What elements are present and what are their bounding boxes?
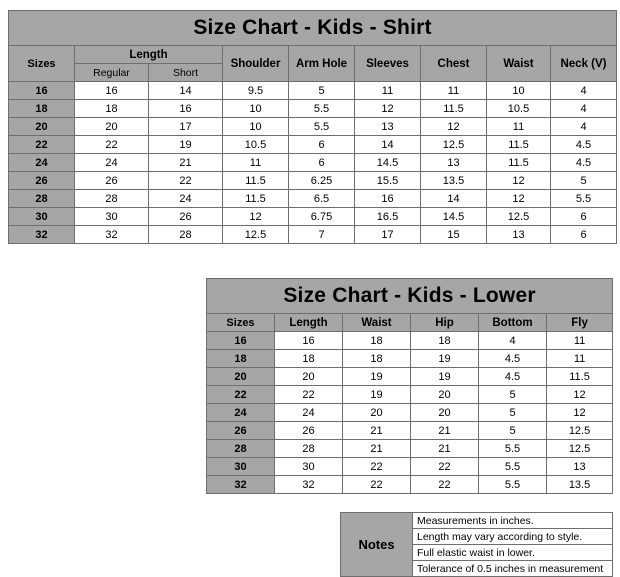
shirt-row-chest: 12.5 xyxy=(421,136,487,154)
shirt-chart-col-chest: Chest xyxy=(421,46,487,82)
table-row xyxy=(207,368,613,386)
shirt-row-waist: 11 xyxy=(487,118,551,136)
shirt-row-regular: 32 xyxy=(75,226,149,244)
shirt-row-short: 21 xyxy=(149,154,223,172)
lower-chart-col-fly: Fly xyxy=(547,314,613,332)
note-line: Tolerance of 0.5 inches in measurement xyxy=(413,561,613,577)
shirt-row-neck: 4.5 xyxy=(551,136,617,154)
lower-row-hip: 20 xyxy=(411,386,479,404)
shirt-row-waist: 11.5 xyxy=(487,136,551,154)
lower-row-bottom: 5.5 xyxy=(479,440,547,458)
shirt-row-regular: 24 xyxy=(75,154,149,172)
shirt-row-sleeves: 14 xyxy=(355,136,421,154)
shirt-row-sleeves: 13 xyxy=(355,118,421,136)
lower-row-waist: 19 xyxy=(343,386,411,404)
lower-row-hip: 21 xyxy=(411,440,479,458)
table-row xyxy=(9,226,617,244)
lower-row-bottom: 5 xyxy=(479,404,547,422)
lower-row-bottom: 5.5 xyxy=(479,476,547,494)
lower-row-waist: 22 xyxy=(343,476,411,494)
shirt-row-sleeves: 14.5 xyxy=(355,154,421,172)
table-row xyxy=(9,208,617,226)
shirt-chart-subcol-regular: Regular xyxy=(75,64,149,82)
lower-row-hip: 21 xyxy=(411,422,479,440)
table-row xyxy=(9,172,617,190)
shirt-chart-header-row-1 xyxy=(9,46,617,64)
shirt-row-chest: 11.5 xyxy=(421,100,487,118)
lower-row-bottom: 5 xyxy=(479,422,547,440)
shirt-row-arm-hole: 6.25 xyxy=(289,172,355,190)
shirt-row-short: 22 xyxy=(149,172,223,190)
table-row xyxy=(207,440,613,458)
lower-row-fly: 11 xyxy=(547,332,613,350)
shirt-row-shoulder: 10 xyxy=(223,118,289,136)
lower-row-hip: 19 xyxy=(411,350,479,368)
shirt-row-size: 32 xyxy=(9,226,75,244)
shirt-row-waist: 11.5 xyxy=(487,154,551,172)
lower-row-length: 32 xyxy=(275,476,343,494)
shirt-chart-col-waist: Waist xyxy=(487,46,551,82)
shirt-row-size: 26 xyxy=(9,172,75,190)
shirt-row-waist: 12 xyxy=(487,172,551,190)
lower-row-waist: 19 xyxy=(343,368,411,386)
shirt-row-sleeves: 16.5 xyxy=(355,208,421,226)
lower-row-fly: 12 xyxy=(547,404,613,422)
lower-row-waist: 18 xyxy=(343,350,411,368)
lower-chart-col-bottom: Bottom xyxy=(479,314,547,332)
lower-row-fly: 12.5 xyxy=(547,440,613,458)
lower-row-hip: 18 xyxy=(411,332,479,350)
shirt-row-regular: 16 xyxy=(75,82,149,100)
lower-row-fly: 13 xyxy=(547,458,613,476)
shirt-row-chest: 11 xyxy=(421,82,487,100)
shirt-row-shoulder: 10.5 xyxy=(223,136,289,154)
shirt-chart-title: Size Chart - Kids - Shirt xyxy=(9,11,617,46)
shirt-row-regular: 30 xyxy=(75,208,149,226)
lower-row-hip: 19 xyxy=(411,368,479,386)
shirt-row-waist: 10.5 xyxy=(487,100,551,118)
shirt-row-sleeves: 17 xyxy=(355,226,421,244)
table-row xyxy=(9,118,617,136)
lower-row-length: 20 xyxy=(275,368,343,386)
shirt-chart-title-row xyxy=(9,11,617,46)
table-row xyxy=(207,422,613,440)
table-row xyxy=(9,136,617,154)
lower-row-size: 24 xyxy=(207,404,275,422)
shirt-row-short: 24 xyxy=(149,190,223,208)
lower-chart-title-row xyxy=(207,279,613,314)
shirt-chart-size-header: Sizes xyxy=(9,46,75,82)
shirt-row-chest: 14 xyxy=(421,190,487,208)
shirt-row-neck: 6 xyxy=(551,226,617,244)
shirt-row-chest: 13 xyxy=(421,154,487,172)
shirt-chart-col-arm-hole: Arm Hole xyxy=(289,46,355,82)
shirt-row-chest: 14.5 xyxy=(421,208,487,226)
shirt-row-short: 16 xyxy=(149,100,223,118)
note-line: Measurements in inches. xyxy=(413,513,613,529)
shirt-row-shoulder: 12 xyxy=(223,208,289,226)
shirt-row-size: 22 xyxy=(9,136,75,154)
shirt-row-neck: 4 xyxy=(551,82,617,100)
shirt-row-short: 17 xyxy=(149,118,223,136)
shirt-row-size: 18 xyxy=(9,100,75,118)
shirt-row-waist: 12 xyxy=(487,190,551,208)
shirt-row-sleeves: 16 xyxy=(355,190,421,208)
shirt-row-shoulder: 12.5 xyxy=(223,226,289,244)
lower-row-length: 28 xyxy=(275,440,343,458)
lower-row-length: 18 xyxy=(275,350,343,368)
shirt-row-chest: 15 xyxy=(421,226,487,244)
shirt-chart-subcol-short: Short xyxy=(149,64,223,82)
lower-size-chart-table xyxy=(206,278,613,494)
table-row xyxy=(207,386,613,404)
lower-row-length: 30 xyxy=(275,458,343,476)
shirt-row-chest: 12 xyxy=(421,118,487,136)
lower-row-length: 26 xyxy=(275,422,343,440)
shirt-row-neck: 5 xyxy=(551,172,617,190)
lower-row-bottom: 4.5 xyxy=(479,350,547,368)
lower-chart-header-row xyxy=(207,314,613,332)
lower-row-waist: 20 xyxy=(343,404,411,422)
lower-row-bottom: 4 xyxy=(479,332,547,350)
shirt-row-regular: 26 xyxy=(75,172,149,190)
lower-row-fly: 12.5 xyxy=(547,422,613,440)
lower-row-fly: 11 xyxy=(547,350,613,368)
lower-row-size: 26 xyxy=(207,422,275,440)
shirt-row-sleeves: 15.5 xyxy=(355,172,421,190)
lower-row-fly: 11.5 xyxy=(547,368,613,386)
shirt-row-arm-hole: 5.5 xyxy=(289,100,355,118)
shirt-row-waist: 10 xyxy=(487,82,551,100)
note-line: Full elastic waist in lower. xyxy=(413,545,613,561)
shirt-row-short: 28 xyxy=(149,226,223,244)
table-row xyxy=(207,332,613,350)
shirt-row-regular: 28 xyxy=(75,190,149,208)
lower-row-waist: 18 xyxy=(343,332,411,350)
lower-row-size: 20 xyxy=(207,368,275,386)
shirt-row-size: 28 xyxy=(9,190,75,208)
lower-row-bottom: 4.5 xyxy=(479,368,547,386)
shirt-row-arm-hole: 6 xyxy=(289,136,355,154)
shirt-row-shoulder: 9.5 xyxy=(223,82,289,100)
lower-row-bottom: 5 xyxy=(479,386,547,404)
shirt-row-arm-hole: 5 xyxy=(289,82,355,100)
lower-row-fly: 13.5 xyxy=(547,476,613,494)
lower-row-hip: 20 xyxy=(411,404,479,422)
shirt-row-shoulder: 11 xyxy=(223,154,289,172)
table-row xyxy=(207,404,613,422)
shirt-row-sleeves: 12 xyxy=(355,100,421,118)
shirt-row-neck: 4.5 xyxy=(551,154,617,172)
lower-row-size: 18 xyxy=(207,350,275,368)
lower-row-waist: 21 xyxy=(343,422,411,440)
shirt-row-size: 24 xyxy=(9,154,75,172)
shirt-row-regular: 20 xyxy=(75,118,149,136)
shirt-row-size: 20 xyxy=(9,118,75,136)
lower-row-bottom: 5.5 xyxy=(479,458,547,476)
shirt-row-shoulder: 11.5 xyxy=(223,172,289,190)
shirt-row-shoulder: 11.5 xyxy=(223,190,289,208)
shirt-row-neck: 4 xyxy=(551,100,617,118)
table-row xyxy=(207,458,613,476)
lower-row-size: 30 xyxy=(207,458,275,476)
table-row xyxy=(207,350,613,368)
table-row xyxy=(207,476,613,494)
lower-row-length: 24 xyxy=(275,404,343,422)
shirt-row-size: 30 xyxy=(9,208,75,226)
shirt-row-arm-hole: 5.5 xyxy=(289,118,355,136)
table-row xyxy=(9,82,617,100)
lower-row-size: 32 xyxy=(207,476,275,494)
lower-row-waist: 22 xyxy=(343,458,411,476)
shirt-row-chest: 13.5 xyxy=(421,172,487,190)
table-row xyxy=(9,154,617,172)
notes-row xyxy=(341,513,613,529)
note-line: Length may vary according to style. xyxy=(413,529,613,545)
shirt-row-arm-hole: 6 xyxy=(289,154,355,172)
notes-table xyxy=(340,512,613,577)
shirt-chart-col-shoulder: Shoulder xyxy=(223,46,289,82)
shirt-row-waist: 13 xyxy=(487,226,551,244)
shirt-row-arm-hole: 6.5 xyxy=(289,190,355,208)
lower-chart-col-hip: Hip xyxy=(411,314,479,332)
shirt-row-size: 16 xyxy=(9,82,75,100)
shirt-chart-length-header: Length xyxy=(75,46,223,64)
lower-row-length: 16 xyxy=(275,332,343,350)
lower-row-hip: 22 xyxy=(411,476,479,494)
shirt-row-neck: 5.5 xyxy=(551,190,617,208)
lower-row-waist: 21 xyxy=(343,440,411,458)
shirt-row-regular: 18 xyxy=(75,100,149,118)
notes-label: Notes xyxy=(341,513,413,577)
shirt-row-arm-hole: 6.75 xyxy=(289,208,355,226)
table-row xyxy=(9,190,617,208)
lower-row-length: 22 xyxy=(275,386,343,404)
shirt-row-sleeves: 11 xyxy=(355,82,421,100)
shirt-row-neck: 4 xyxy=(551,118,617,136)
lower-row-size: 16 xyxy=(207,332,275,350)
shirt-row-regular: 22 xyxy=(75,136,149,154)
table-row xyxy=(9,100,617,118)
shirt-row-waist: 12.5 xyxy=(487,208,551,226)
shirt-row-neck: 6 xyxy=(551,208,617,226)
lower-row-hip: 22 xyxy=(411,458,479,476)
shirt-chart-col-neck: Neck (V) xyxy=(551,46,617,82)
shirt-chart-col-sleeves: Sleeves xyxy=(355,46,421,82)
lower-chart-size-header: Sizes xyxy=(207,314,275,332)
lower-row-fly: 12 xyxy=(547,386,613,404)
shirt-row-arm-hole: 7 xyxy=(289,226,355,244)
shirt-row-shoulder: 10 xyxy=(223,100,289,118)
shirt-row-short: 26 xyxy=(149,208,223,226)
lower-row-size: 22 xyxy=(207,386,275,404)
shirt-row-short: 14 xyxy=(149,82,223,100)
lower-chart-col-waist: Waist xyxy=(343,314,411,332)
lower-chart-col-length: Length xyxy=(275,314,343,332)
shirt-size-chart-table xyxy=(8,10,617,244)
lower-row-size: 28 xyxy=(207,440,275,458)
lower-chart-title: Size Chart - Kids - Lower xyxy=(207,279,613,314)
shirt-row-short: 19 xyxy=(149,136,223,154)
